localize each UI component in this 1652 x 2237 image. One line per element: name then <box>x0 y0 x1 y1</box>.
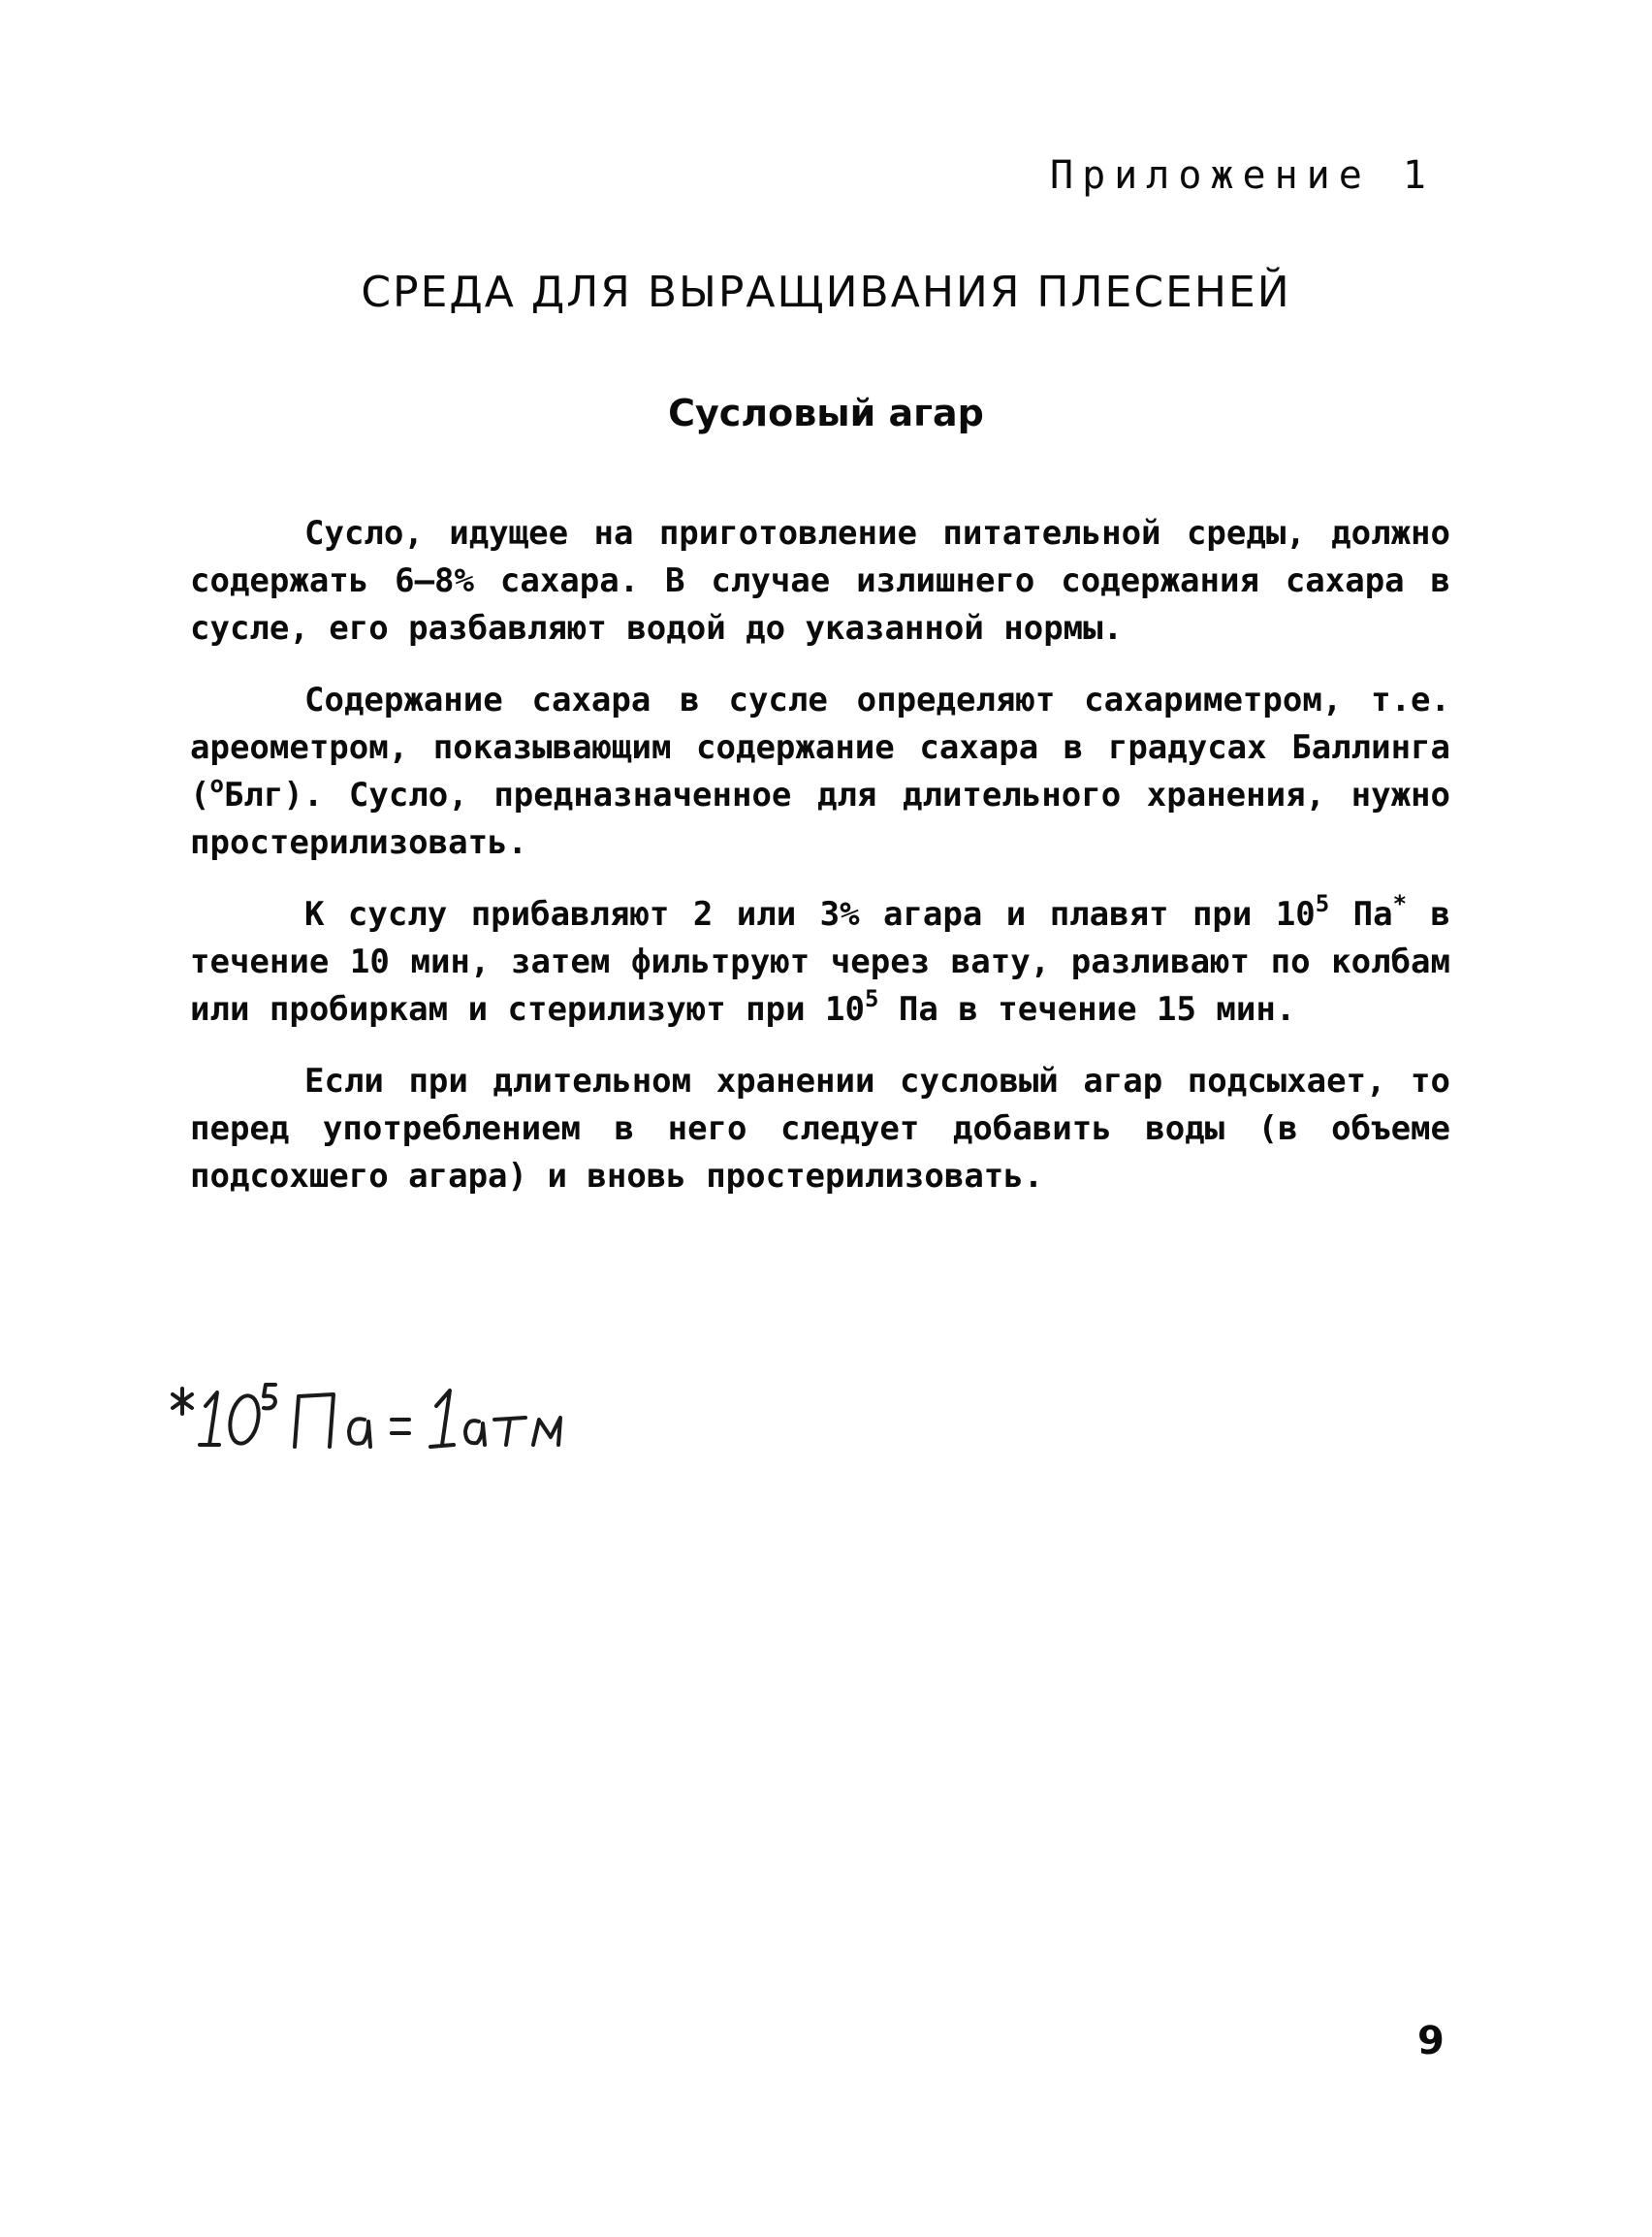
body-text <box>190 510 1450 1225</box>
section-title: Сусловый агар <box>668 392 984 434</box>
degree-superscript: о <box>209 770 224 798</box>
exponent-superscript: 5 <box>864 984 879 1012</box>
paragraph-wort-sugar-content: Сусло, идущее на приготовление питательной среды, должно содержать 6–8% сахара. В случае излишнего содержания сахара в сусле, его разбавляют водой до указанной нормы. <box>190 514 1450 648</box>
page-title: СРЕДА ДЛЯ ВЫРАЩИВАНИЯ ПЛЕСЕНЕЙ <box>361 268 1291 317</box>
paragraph-text: Блг). Сусло, предназначенное для длительного хранения, нужно простерилизовать. <box>190 776 1450 862</box>
paragraph-text: К суслу прибавляют 2 или 3% агара и плавят при 10 <box>304 895 1316 934</box>
page-number: 9 <box>1417 2019 1445 2063</box>
paragraph-storage-note: Если при длительном хранении сусловый агар подсыхает, то перед употреблением в него следует добавить воды (в объеме подсохшего агара) и вновь простерилизовать. <box>190 1062 1450 1196</box>
paragraph-text: в течение 10 мин, затем фильтруют через вату, разливают по колбам или пробиркам и стерилизуют при 10 <box>190 895 1450 1029</box>
paragraph-text: Содержание сахара в сусле определяют сахариметром, т.е. ареометром, показывающим содержание сахара в градусах Баллинга ( <box>190 681 1450 815</box>
handwritten-footnote <box>171 1367 752 1464</box>
paragraph-text: Па в течение 15 мин. <box>878 990 1296 1029</box>
handwritten-footnote-drawing <box>171 1367 752 1464</box>
appendix-label: Приложение 1 <box>1050 153 1435 198</box>
footnote-marker: * <box>1392 889 1408 917</box>
paragraph-text: Па <box>1329 895 1393 934</box>
paragraph-agar-preparation <box>190 891 1450 1034</box>
exponent-superscript: 5 <box>1315 889 1330 917</box>
paragraph-saccharimeter <box>190 677 1450 867</box>
